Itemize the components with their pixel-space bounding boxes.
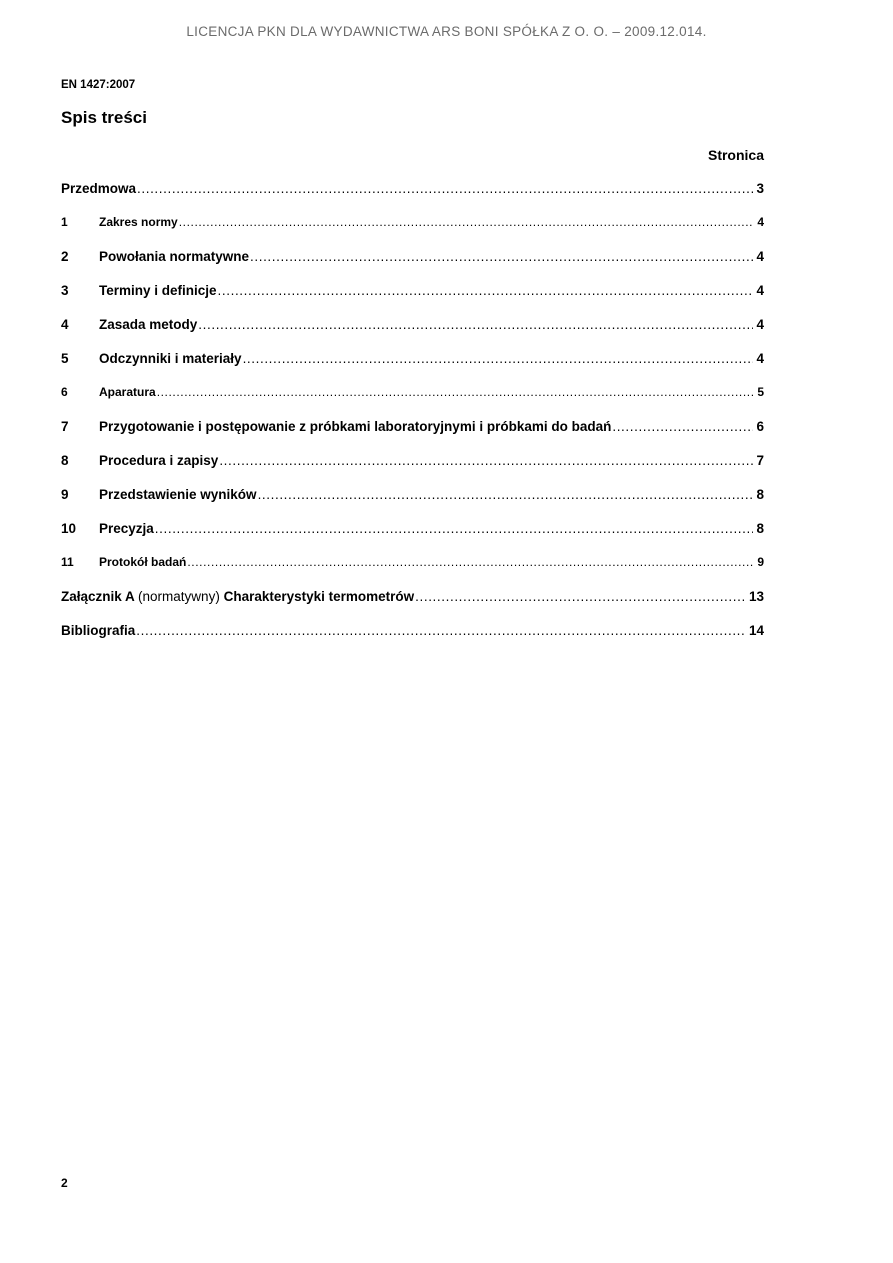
toc-entry-title: Zasada metody (99, 317, 198, 332)
toc-entry-page: 5 (757, 385, 764, 399)
dot-leader (243, 351, 753, 366)
annex-title: Charakterystyki termometrów (223, 589, 415, 604)
toc-entry-number: 11 (61, 555, 74, 569)
toc-entry-number: 3 (61, 283, 69, 298)
toc-entry-page: 13 (748, 589, 764, 604)
toc-entry-title: Aparatura (99, 385, 156, 399)
dot-leader (187, 555, 753, 569)
dot-leader (250, 249, 753, 264)
toc-entry-title: Terminy i definicje (99, 283, 217, 298)
toc-entry-title: Bibliografia (61, 623, 136, 638)
toc-entry-title: Powołania normatywne (99, 249, 250, 264)
toc-entry-1[interactable] (61, 215, 764, 249)
toc-entry-number: 6 (61, 385, 68, 399)
toc-entry-number: 10 (61, 521, 77, 536)
toc-entry-number: 7 (61, 419, 69, 434)
toc-entry-8[interactable] (61, 453, 764, 487)
toc-entry-page: 8 (756, 521, 764, 536)
toc-entry-11[interactable] (61, 555, 764, 589)
toc-entry-title: Przedmowa (61, 181, 137, 196)
toc-entry-page: 7 (756, 453, 764, 468)
dot-leader (612, 419, 753, 434)
document-id: EN 1427:2007 (61, 79, 136, 91)
toc-entry-title: Odczynniki i materiały (99, 351, 242, 366)
toc-entry-page: 4 (756, 317, 764, 332)
toc-entry-annex-a[interactable] (61, 589, 764, 623)
toc-entry-bibliography[interactable] (61, 623, 764, 657)
dot-leader (218, 283, 753, 298)
toc-entry-page: 6 (756, 419, 764, 434)
toc-entry-page: 4 (756, 249, 764, 264)
toc-entry-page: 9 (757, 555, 764, 569)
toc-entry-3[interactable] (61, 283, 764, 317)
toc-entry-number: 9 (61, 487, 69, 502)
dot-leader (415, 589, 746, 604)
toc-entry-2[interactable] (61, 249, 764, 283)
toc-entry-page: 3 (756, 181, 764, 196)
dot-leader (198, 317, 753, 332)
toc-entry-page: 14 (748, 623, 764, 638)
dot-leader (219, 453, 753, 468)
toc-entry-5[interactable] (61, 351, 764, 385)
toc-entry-4[interactable] (61, 317, 764, 351)
dot-leader (258, 487, 753, 502)
dot-leader (179, 215, 753, 229)
toc-entry-title (61, 589, 414, 604)
toc-entry-7[interactable] (61, 419, 764, 453)
dot-leader (136, 623, 746, 638)
toc-entry-number: 2 (61, 249, 69, 264)
toc-entry-title: Przedstawienie wyników (99, 487, 257, 502)
toc-entry-10[interactable] (61, 521, 764, 555)
page-column-header: Stronica (707, 147, 764, 163)
license-header: LICENCJA PKN DLA WYDAWNICTWA ARS BONI SPÓŁKA Z O. O. – 2009.12.014. (186, 24, 707, 39)
toc-entry-number: 1 (61, 215, 68, 229)
annex-label: Załącznik A (61, 589, 135, 604)
toc-entry-number: 5 (61, 351, 69, 366)
toc-entry-title: Protokół badań (99, 555, 187, 569)
toc-entry-page: 8 (756, 487, 764, 502)
table-of-contents (61, 181, 764, 657)
toc-entry-title: Przygotowanie i postępowanie z próbkami laboratoryjnymi i próbkami do badań (99, 419, 612, 434)
toc-entry-9[interactable] (61, 487, 764, 521)
dot-leader (155, 521, 753, 536)
toc-entry-page: 4 (756, 283, 764, 298)
toc-entry-title: Precyzja (99, 521, 154, 536)
toc-entry-page: 4 (756, 351, 764, 366)
toc-title: Spis treści (61, 108, 147, 127)
toc-entry-title: Zakres normy (99, 215, 178, 229)
toc-entry-6[interactable] (61, 385, 764, 419)
toc-entry-page: 4 (757, 215, 764, 229)
dot-leader (157, 385, 753, 399)
toc-entry-number: 8 (61, 453, 69, 468)
toc-entry-number: 4 (61, 317, 69, 332)
toc-entry-title: Procedura i zapisy (99, 453, 219, 468)
page-number: 2 (61, 1176, 68, 1190)
annex-type: (normatywny) (138, 589, 220, 604)
dot-leader (137, 181, 753, 196)
toc-entry-foreword[interactable] (61, 181, 764, 215)
